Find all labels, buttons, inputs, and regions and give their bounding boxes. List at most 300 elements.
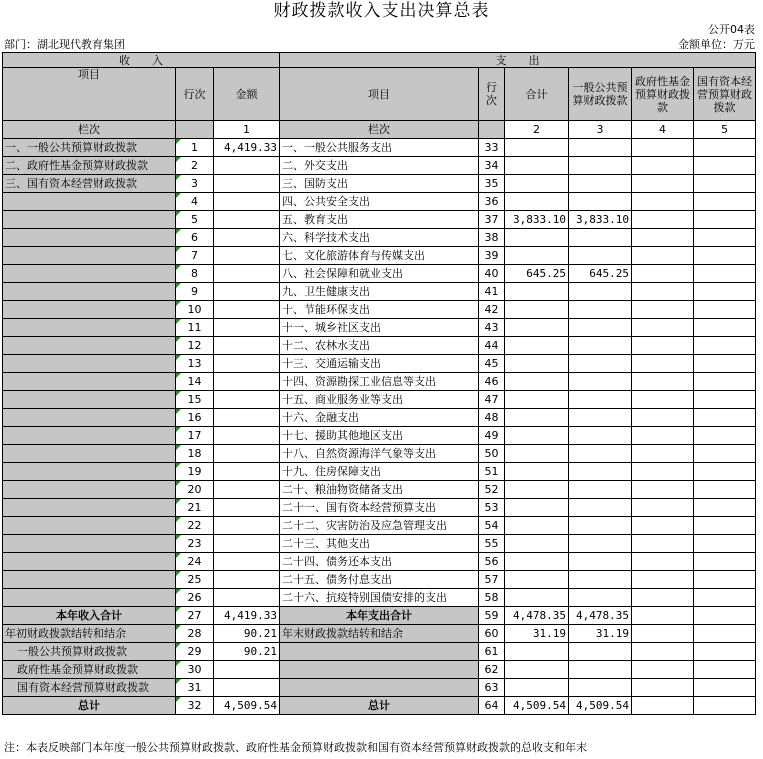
expense-item: 二十三、其他支出 <box>280 535 479 553</box>
income-row-no: 13 <box>176 355 214 373</box>
expense-fund <box>632 337 694 355</box>
summary-expense-fund <box>632 697 694 715</box>
expense-total <box>505 391 569 409</box>
income-item <box>3 589 176 607</box>
summary-expense-total <box>505 643 569 661</box>
table-row <box>3 265 756 283</box>
summary-income-row-no: 31 <box>176 679 214 697</box>
income-amount <box>214 355 280 373</box>
expense-state <box>694 553 756 571</box>
income-item <box>3 229 176 247</box>
summary-expense-general: 31.19 <box>569 625 632 643</box>
income-amount <box>214 445 280 463</box>
income-item <box>3 283 176 301</box>
expense-item: 二、外交支出 <box>280 157 479 175</box>
summary-row <box>3 625 756 643</box>
income-item <box>3 409 176 427</box>
expense-state <box>694 499 756 517</box>
table-row <box>3 355 756 373</box>
expense-total <box>505 319 569 337</box>
summary-income-item: 政府性基金预算财政拨款 <box>3 661 176 679</box>
table-row <box>3 175 756 193</box>
income-item <box>3 193 176 211</box>
expense-general <box>569 283 632 301</box>
income-item <box>3 535 176 553</box>
report-title: 财政拨款收入支出决算总表 <box>273 1 490 21</box>
expense-fund <box>632 157 694 175</box>
expense-state <box>694 355 756 373</box>
table-row <box>3 373 756 391</box>
expense-item: 二十二、灾害防治及应急管理支出 <box>280 517 479 535</box>
expense-item: 二十五、债务付息支出 <box>280 571 479 589</box>
income-item <box>3 301 176 319</box>
column-blank <box>176 121 214 139</box>
expense-state <box>694 391 756 409</box>
budget-table <box>2 52 756 715</box>
income-item <box>3 265 176 283</box>
expense-total <box>505 445 569 463</box>
expense-row-no: 42 <box>479 301 505 319</box>
summary-income-item: 年初财政拨款结转和结余 <box>3 625 176 643</box>
expense-general <box>569 157 632 175</box>
expense-row-no: 54 <box>479 517 505 535</box>
expense-total <box>505 409 569 427</box>
summary-income-row-no: 29 <box>176 643 214 661</box>
expense-item: 十二、农林水支出 <box>280 337 479 355</box>
table-row <box>3 445 756 463</box>
income-item: 三、国有资本经营财政拨款 <box>3 175 176 193</box>
expense-total <box>505 535 569 553</box>
expense-total <box>505 373 569 391</box>
expense-item: 十、节能环保支出 <box>280 301 479 319</box>
expense-row-no: 55 <box>479 535 505 553</box>
expense-state <box>694 517 756 535</box>
expense-state <box>694 319 756 337</box>
income-amount <box>214 229 280 247</box>
summary-expense-general <box>569 643 632 661</box>
income-item <box>3 391 176 409</box>
income-amount <box>214 319 280 337</box>
income-amount <box>214 265 280 283</box>
expense-item-header: 项目 <box>280 68 479 121</box>
expense-row-no: 43 <box>479 319 505 337</box>
income-row-no: 12 <box>176 337 214 355</box>
expense-item: 十九、住房保障支出 <box>280 463 479 481</box>
expense-fund <box>632 265 694 283</box>
summary-expense-general: 4,478.35 <box>569 607 632 625</box>
income-amount <box>214 571 280 589</box>
summary-income-item: 一般公共预算财政拨款 <box>3 643 176 661</box>
column-number-3: 3 <box>569 121 632 139</box>
income-row-no: 23 <box>176 535 214 553</box>
expense-total <box>505 589 569 607</box>
income-item <box>3 247 176 265</box>
expense-state <box>694 571 756 589</box>
summary-expense-total: 4,509.54 <box>505 697 569 715</box>
income-amount <box>214 247 280 265</box>
expense-row-no: 37 <box>479 211 505 229</box>
expense-total <box>505 157 569 175</box>
table-row <box>3 427 756 445</box>
expense-fund <box>632 427 694 445</box>
expense-state <box>694 535 756 553</box>
expense-state <box>694 373 756 391</box>
summary-expense-state <box>694 643 756 661</box>
expense-general <box>569 517 632 535</box>
summary-expense-state <box>694 661 756 679</box>
income-item <box>3 553 176 571</box>
expense-item: 八、社会保障和就业支出 <box>280 265 479 283</box>
income-row-no: 25 <box>176 571 214 589</box>
expense-header: 支 出 <box>280 53 756 68</box>
unit-label: 金额单位：万元 <box>678 38 755 51</box>
expense-item: 九、卫生健康支出 <box>280 283 479 301</box>
expense-state <box>694 139 756 157</box>
income-row-no: 6 <box>176 229 214 247</box>
summary-row <box>3 697 756 715</box>
summary-income-row-no: 28 <box>176 625 214 643</box>
expense-fund <box>632 373 694 391</box>
table-row <box>3 463 756 481</box>
income-item <box>3 517 176 535</box>
expense-fund <box>632 571 694 589</box>
expense-general <box>569 247 632 265</box>
table-row <box>3 499 756 517</box>
table-row <box>3 247 756 265</box>
expense-general <box>569 535 632 553</box>
expense-total <box>505 355 569 373</box>
income-amount <box>214 535 280 553</box>
table-row <box>3 409 756 427</box>
expense-total <box>505 229 569 247</box>
table-row <box>3 481 756 499</box>
table-row <box>3 139 756 157</box>
expense-general <box>569 463 632 481</box>
expense-total <box>505 337 569 355</box>
expense-row-no: 48 <box>479 409 505 427</box>
income-row-no: 7 <box>176 247 214 265</box>
expense-fund <box>632 283 694 301</box>
summary-income-row-no: 32 <box>176 697 214 715</box>
expense-fund <box>632 139 694 157</box>
income-row-no: 24 <box>176 553 214 571</box>
expense-item: 六、科学技术支出 <box>280 229 479 247</box>
expense-general <box>569 193 632 211</box>
expense-item: 七、文化旅游体育与传媒支出 <box>280 247 479 265</box>
summary-expense-state <box>694 697 756 715</box>
summary-income-row-no: 30 <box>176 661 214 679</box>
income-row-no: 22 <box>176 517 214 535</box>
income-row-no: 10 <box>176 301 214 319</box>
income-item-header: 项目 <box>3 68 176 121</box>
table-row <box>3 301 756 319</box>
summary-expense-row-no: 59 <box>479 607 505 625</box>
summary-expense-item <box>280 643 479 661</box>
column-label-2: 栏次 <box>280 121 479 139</box>
expense-row-no-header: 行次 <box>479 68 505 121</box>
expense-row-no: 34 <box>479 157 505 175</box>
expense-row-no: 36 <box>479 193 505 211</box>
summary-expense-total <box>505 661 569 679</box>
summary-expense-total: 4,478.35 <box>505 607 569 625</box>
income-row-no: 18 <box>176 445 214 463</box>
income-row-no: 16 <box>176 409 214 427</box>
summary-row <box>3 607 756 625</box>
expense-general <box>569 427 632 445</box>
income-item <box>3 445 176 463</box>
summary-expense-item: 本年支出合计 <box>280 607 479 625</box>
income-row-no: 5 <box>176 211 214 229</box>
income-row-no: 3 <box>176 175 214 193</box>
expense-fund <box>632 463 694 481</box>
expense-row-no: 45 <box>479 355 505 373</box>
summary-expense-total: 31.19 <box>505 625 569 643</box>
summary-expense-general <box>569 679 632 697</box>
income-item: 二、政府性基金预算财政拨款 <box>3 157 176 175</box>
expense-total <box>505 139 569 157</box>
income-amount <box>214 301 280 319</box>
expense-general <box>569 445 632 463</box>
expense-general <box>569 391 632 409</box>
expense-general <box>569 499 632 517</box>
expense-state <box>694 301 756 319</box>
expense-fund <box>632 535 694 553</box>
expense-state <box>694 175 756 193</box>
summary-expense-row-no: 64 <box>479 697 505 715</box>
income-row-no: 11 <box>176 319 214 337</box>
summary-expense-fund <box>632 661 694 679</box>
expense-fund <box>632 481 694 499</box>
expense-item: 十六、金融支出 <box>280 409 479 427</box>
table-row <box>3 211 756 229</box>
summary-income-amount: 90.21 <box>214 625 280 643</box>
column-number-2: 2 <box>505 121 569 139</box>
expense-total <box>505 283 569 301</box>
income-row-no: 20 <box>176 481 214 499</box>
table-row <box>3 391 756 409</box>
expense-row-no: 46 <box>479 373 505 391</box>
expense-fund <box>632 247 694 265</box>
table-row <box>3 535 756 553</box>
income-amount <box>214 175 280 193</box>
income-amount <box>214 553 280 571</box>
expense-row-no: 44 <box>479 337 505 355</box>
expense-state <box>694 157 756 175</box>
expense-state <box>694 589 756 607</box>
income-item: 一、一般公共预算财政拨款 <box>3 139 176 157</box>
column-number-5: 5 <box>694 121 756 139</box>
table-row <box>3 193 756 211</box>
expense-fund <box>632 211 694 229</box>
expense-fund <box>632 319 694 337</box>
expense-row-no: 56 <box>479 553 505 571</box>
expense-total <box>505 247 569 265</box>
form-code: 公开04表 <box>708 23 755 36</box>
summary-expense-row-no: 62 <box>479 661 505 679</box>
expense-fund <box>632 193 694 211</box>
income-item <box>3 463 176 481</box>
expense-fund <box>632 517 694 535</box>
income-item <box>3 427 176 445</box>
expense-row-no: 57 <box>479 571 505 589</box>
expense-item: 二十四、债务还本支出 <box>280 553 479 571</box>
column-number-4: 4 <box>632 121 694 139</box>
income-row-no: 15 <box>176 391 214 409</box>
total-header: 合计 <box>505 68 569 121</box>
summary-income-amount: 4,419.33 <box>214 607 280 625</box>
expense-fund <box>632 499 694 517</box>
table-row <box>3 589 756 607</box>
expense-row-no: 58 <box>479 589 505 607</box>
expense-item: 五、教育支出 <box>280 211 479 229</box>
table-row <box>3 553 756 571</box>
income-amount <box>214 517 280 535</box>
summary-income-row-no: 27 <box>176 607 214 625</box>
fund-budget-header: 政府性基金预算财政拨款 <box>632 68 694 121</box>
expense-total: 3,833.10 <box>505 211 569 229</box>
summary-expense-row-no: 63 <box>479 679 505 697</box>
expense-general <box>569 409 632 427</box>
expense-row-no: 40 <box>479 265 505 283</box>
expense-total <box>505 463 569 481</box>
expense-item: 四、公共安全支出 <box>280 193 479 211</box>
summary-expense-state <box>694 607 756 625</box>
expense-state <box>694 283 756 301</box>
amount-header: 金额 <box>214 68 280 121</box>
expense-state <box>694 445 756 463</box>
income-amount <box>214 373 280 391</box>
summary-income-amount: 4,509.54 <box>214 697 280 715</box>
summary-expense-fund <box>632 607 694 625</box>
income-row-no: 1 <box>176 139 214 157</box>
department-label: 部门：湖北现代教育集团 <box>4 38 125 51</box>
expense-general <box>569 319 632 337</box>
income-row-no: 21 <box>176 499 214 517</box>
income-amount: 4,419.33 <box>214 139 280 157</box>
income-amount <box>214 409 280 427</box>
expense-row-no: 50 <box>479 445 505 463</box>
income-amount <box>214 283 280 301</box>
summary-row <box>3 661 756 679</box>
expense-general <box>569 337 632 355</box>
income-item <box>3 319 176 337</box>
expense-general <box>569 481 632 499</box>
expense-total <box>505 481 569 499</box>
expense-total <box>505 427 569 445</box>
summary-income-item: 总计 <box>3 697 176 715</box>
expense-row-no: 39 <box>479 247 505 265</box>
expense-row-no: 53 <box>479 499 505 517</box>
expense-state <box>694 481 756 499</box>
summary-expense-general <box>569 661 632 679</box>
income-row-no: 26 <box>176 589 214 607</box>
expense-general <box>569 571 632 589</box>
summary-income-amount <box>214 661 280 679</box>
expense-total: 645.25 <box>505 265 569 283</box>
expense-item: 三、国防支出 <box>280 175 479 193</box>
summary-expense-state <box>694 679 756 697</box>
expense-state <box>694 427 756 445</box>
table-row <box>3 517 756 535</box>
income-amount <box>214 427 280 445</box>
summary-expense-item: 年末财政拨款结转和结余 <box>280 625 479 643</box>
summary-expense-item <box>280 661 479 679</box>
expense-item: 十一、城乡社区支出 <box>280 319 479 337</box>
expense-item: 十四、资源勘探工业信息等支出 <box>280 373 479 391</box>
summary-expense-general: 4,509.54 <box>569 697 632 715</box>
expense-total <box>505 517 569 535</box>
expense-state <box>694 247 756 265</box>
summary-row <box>3 679 756 697</box>
general-budget-header: 一般公共预算财政拨款 <box>569 68 632 121</box>
income-row-no: 14 <box>176 373 214 391</box>
table-row <box>3 229 756 247</box>
footnote: 注：本表反映部门本年度一般公共预算财政拨款、政府性基金预算财政拨款和国有资本经营预算财政拨款的总收支和年末 <box>4 741 587 754</box>
expense-general <box>569 175 632 193</box>
expense-total <box>505 553 569 571</box>
income-amount <box>214 193 280 211</box>
income-amount <box>214 589 280 607</box>
income-amount <box>214 481 280 499</box>
expense-total <box>505 175 569 193</box>
income-row-no: 2 <box>176 157 214 175</box>
summary-expense-fund <box>632 679 694 697</box>
expense-fund <box>632 589 694 607</box>
income-amount <box>214 211 280 229</box>
expense-row-no: 52 <box>479 481 505 499</box>
expense-general <box>569 301 632 319</box>
summary-expense-state <box>694 625 756 643</box>
expense-fund <box>632 391 694 409</box>
column-number-1: 1 <box>214 121 280 139</box>
expense-fund <box>632 553 694 571</box>
summary-expense-row-no: 61 <box>479 643 505 661</box>
expense-item: 二十一、国有资本经营预算支出 <box>280 499 479 517</box>
expense-row-no: 51 <box>479 463 505 481</box>
expense-general: 645.25 <box>569 265 632 283</box>
expense-general <box>569 589 632 607</box>
expense-item: 十五、商业服务业等支出 <box>280 391 479 409</box>
expense-fund <box>632 301 694 319</box>
expense-state <box>694 409 756 427</box>
income-item <box>3 355 176 373</box>
table-row <box>3 319 756 337</box>
expense-item: 十三、交通运输支出 <box>280 355 479 373</box>
table-row <box>3 157 756 175</box>
expense-state <box>694 193 756 211</box>
summary-expense-fund <box>632 643 694 661</box>
income-item <box>3 499 176 517</box>
expense-total <box>505 571 569 589</box>
expense-total <box>505 301 569 319</box>
expense-general <box>569 355 632 373</box>
summary-income-item: 本年收入合计 <box>3 607 176 625</box>
expense-general <box>569 139 632 157</box>
summary-expense-row-no: 60 <box>479 625 505 643</box>
summary-expense-fund <box>632 625 694 643</box>
table-row <box>3 283 756 301</box>
summary-income-amount: 90.21 <box>214 643 280 661</box>
expense-fund <box>632 355 694 373</box>
expense-general <box>569 229 632 247</box>
expense-row-no: 35 <box>479 175 505 193</box>
income-row-no-header: 行次 <box>176 68 214 121</box>
expense-item: 十七、援助其他地区支出 <box>280 427 479 445</box>
expense-state <box>694 265 756 283</box>
expense-general <box>569 373 632 391</box>
summary-expense-item: 总计 <box>280 697 479 715</box>
summary-expense-total <box>505 679 569 697</box>
